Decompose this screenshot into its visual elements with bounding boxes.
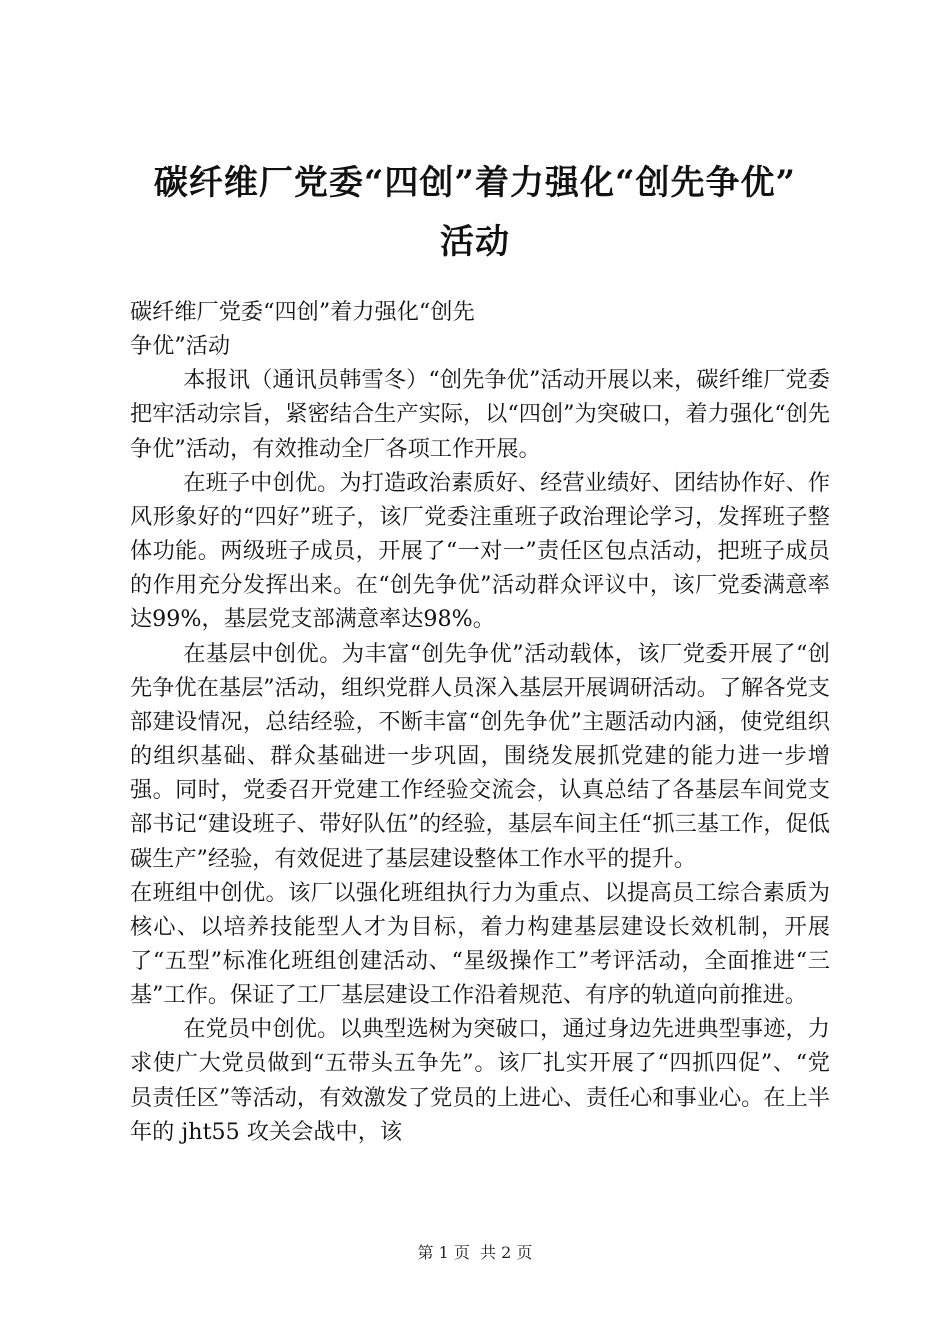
document-title-line-1: 碳纤维厂党委“四创”着力强化“创先争优” <box>153 163 797 203</box>
subtitle-line-1: 碳纤维厂党委“四创”着力强化“创先 <box>130 299 475 325</box>
paragraph-team: 在班组中创优。该厂以强化班组执行力为重点、以提高员工综合素质为核心、以培养技能型人才为目标，着力构建基层建设长效机制，开展了“五型”标准化班组创建活动、“星级操作工”考评活动，全面推进“三基”工作。保证了工厂基层建设工作沿着规范、有序的轨道向前推进。 <box>130 879 830 1009</box>
page-footer <box>0 1243 950 1263</box>
paragraph-grassroots: 在基层中创优。为丰富“创先争优”活动载体，该厂党委开展了“创先争优在基层”活动，组织党群人员深入基层开展调研活动。了解各党支部建设情况，总结经验，不断丰富“创先争优”主题活动内涵，使党组织的组织基础、群众基础进一步巩固，围绕发展抓党建的能力进一步增强。同时，党委召开党建工作经验交流会，认真总结了各基层车间党支部书记“建设班子、带好队伍”的经验，基层车间主任“抓三基工作，促低碳生产”经验，有效促进了基层建设整体工作水平的提升。 <box>130 640 830 872</box>
document-title-line-2: 活动 <box>440 222 510 262</box>
paragraph-leadership: 在班子中创优。为打造政治素质好、经营业绩好、团结协作好、作风形象好的“四好”班子，该厂党委注重班子政治理论学习，发挥班子整体功能。两级班子成员，开展了“一对一”责任区包点活动，把班子成员的作用充分发挥出来。在“创先争优”活动群众评议中，该厂党委满意率达99%，基层党支部满意率达98%。 <box>130 469 830 633</box>
subtitle-line-2: 争优”活动 <box>130 333 231 360</box>
paragraph-members: 在党员中创优。以典型选树为突破口，通过身边先进典型事迹，力求使广大党员做到“五带头五争先”。该厂扎实开展了“四抓四促”、“党员责任区”等活动，有效激发了党员的上进心、责任心和事业心。在上半年的 jht55 攻关会战中，该 <box>130 1016 830 1145</box>
document-body <box>130 295 830 1149</box>
paragraph-intro: 本报讯（通讯员韩雪冬）“创先争优”活动开展以来，碳纤维厂党委把牢活动宗旨，紧密结合生产实际，以“四创”为突破口，着力强化“创先争优”活动，有效推动全厂各项工作开展。 <box>130 367 830 462</box>
page-number: 第 1 页 共 2 页 <box>417 1243 533 1262</box>
